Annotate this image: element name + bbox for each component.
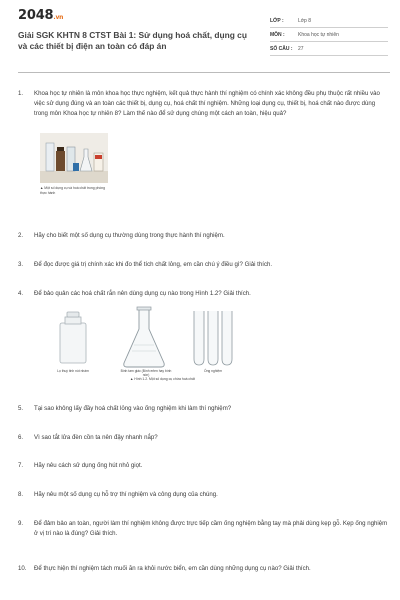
meta-value: 27 (298, 45, 304, 52)
question-4 (18, 289, 390, 299)
meta-row-subject (270, 28, 388, 42)
caption-flask: Bình tam giác (Bình erlen hay bình nón) (120, 369, 172, 377)
question-number: 6. (18, 434, 24, 441)
meta-value: Lớp 8 (298, 17, 312, 24)
question-number: 8. (18, 491, 24, 498)
logo-number: 2048 (18, 8, 54, 23)
question-number: 7. (18, 462, 24, 469)
logo-suffix: .vn (53, 14, 64, 21)
question-8 (18, 490, 390, 500)
question-number: 1. (18, 90, 24, 97)
figure-caption: ▲ Một số dụng cụ và hoá chất trong phòng thực hành (40, 186, 105, 195)
caption-tubes: Ống nghiệm (204, 369, 222, 373)
figure-lab-equipment (40, 133, 108, 195)
question-text: Để thực hiện thí nghiệm tách muối ăn ra khỏi nước biển, em cần dùng những dụng cụ nào? Giải thích. (34, 565, 311, 572)
question-text: Để bảo quản các hoá chất rắn nên dùng dụng cụ nào trong Hình 1.2? Giải thích. (34, 290, 251, 297)
question-1 (18, 89, 390, 119)
question-text: Hãy nêu cách sử dụng ống hút nhỏ giọt. (34, 462, 143, 469)
meta-key: LỚP : (270, 17, 284, 24)
question-2 (18, 231, 390, 241)
figure-caption: ▲ Hình 1.2. Một số dụng cụ chứa hoá chất (130, 377, 195, 381)
brand-block (18, 8, 250, 52)
question-number: 3. (18, 261, 24, 268)
question-10 (18, 564, 390, 574)
question-9 (18, 519, 390, 539)
page-title: Giải SGK KHTN 8 CTST Bài 1: Sử dụng hoá chất, dụng cụ và các thiết bị điện an toàn có đáp án (18, 30, 247, 51)
meta-row-count (270, 42, 388, 56)
meta-key: MÔN : (270, 31, 285, 38)
question-number: 9. (18, 520, 24, 527)
question-text: Để đọc được giá trị chính xác khi đo thể tích chất lỏng, em cần chú ý điều gì? Giải thích. (34, 261, 273, 268)
caption-jar: Lọ thuỷ tinh nút nhám (57, 369, 89, 373)
question-text: Vì sao tắt lửa đèn cồn ta nên đậy nhanh nắp? (34, 434, 158, 441)
question-text: Khoa học tự nhiên là môn khoa học thực nghiệm, kết quả thực hành thí nghiệm có chính xác không đều phụ thuộc rất nhiều vào việc sử dụng đúng và an toàn các thiết bị, dụng cụ, hoá chất thí nghiệm. Những loại dụng cụ, thiết bị, hoá chất nào được dùng trong môn Khoa học tự nhiên 8? Làm thế nào để sử dụng chúng một cách an toàn, hiệu quả? (34, 90, 380, 117)
lab-equipment-photo (40, 133, 108, 183)
question-number: 2. (18, 232, 24, 239)
question-text: Hãy nêu một số dụng cụ hỗ trợ thí nghiệm và công dụng của chúng. (34, 491, 218, 498)
question-3 (18, 260, 390, 270)
question-6 (18, 433, 390, 443)
question-number: 4. (18, 290, 24, 297)
question-5 (18, 404, 390, 414)
question-text: Tại sao không lấy đầy hoá chất lỏng vào ống nghiệm khi làm thí nghiệm? (34, 405, 232, 412)
meta-row-class (270, 14, 388, 28)
document-header (18, 8, 388, 72)
test-tubes-icon (194, 311, 232, 365)
question-text: Hãy cho biết một số dụng cụ thường dùng trong thực hành thí nghiệm. (34, 232, 225, 239)
erlenmeyer-flask-icon (124, 307, 164, 367)
meta-value: Khoa học tự nhiên (298, 31, 339, 38)
site-logo[interactable] (18, 8, 250, 23)
figure-chemical-containers (48, 305, 238, 385)
meta-table (270, 14, 388, 56)
question-text: Để đảm bảo an toàn, người làm thí nghiệm không được trực tiếp cầm ống nghiệm bằng tay mà phải dùng kẹp gỗ. Kẹp ống nghiệm ở vị trí nào là đúng? Giải thích. (34, 520, 388, 537)
containers-illustration (48, 305, 238, 377)
header-divider (18, 72, 390, 73)
meta-key: SỐ CÂU : (270, 45, 293, 52)
glass-jar-icon (60, 312, 86, 363)
question-number: 10. (18, 565, 27, 572)
question-number: 5. (18, 405, 24, 412)
question-7 (18, 461, 390, 471)
